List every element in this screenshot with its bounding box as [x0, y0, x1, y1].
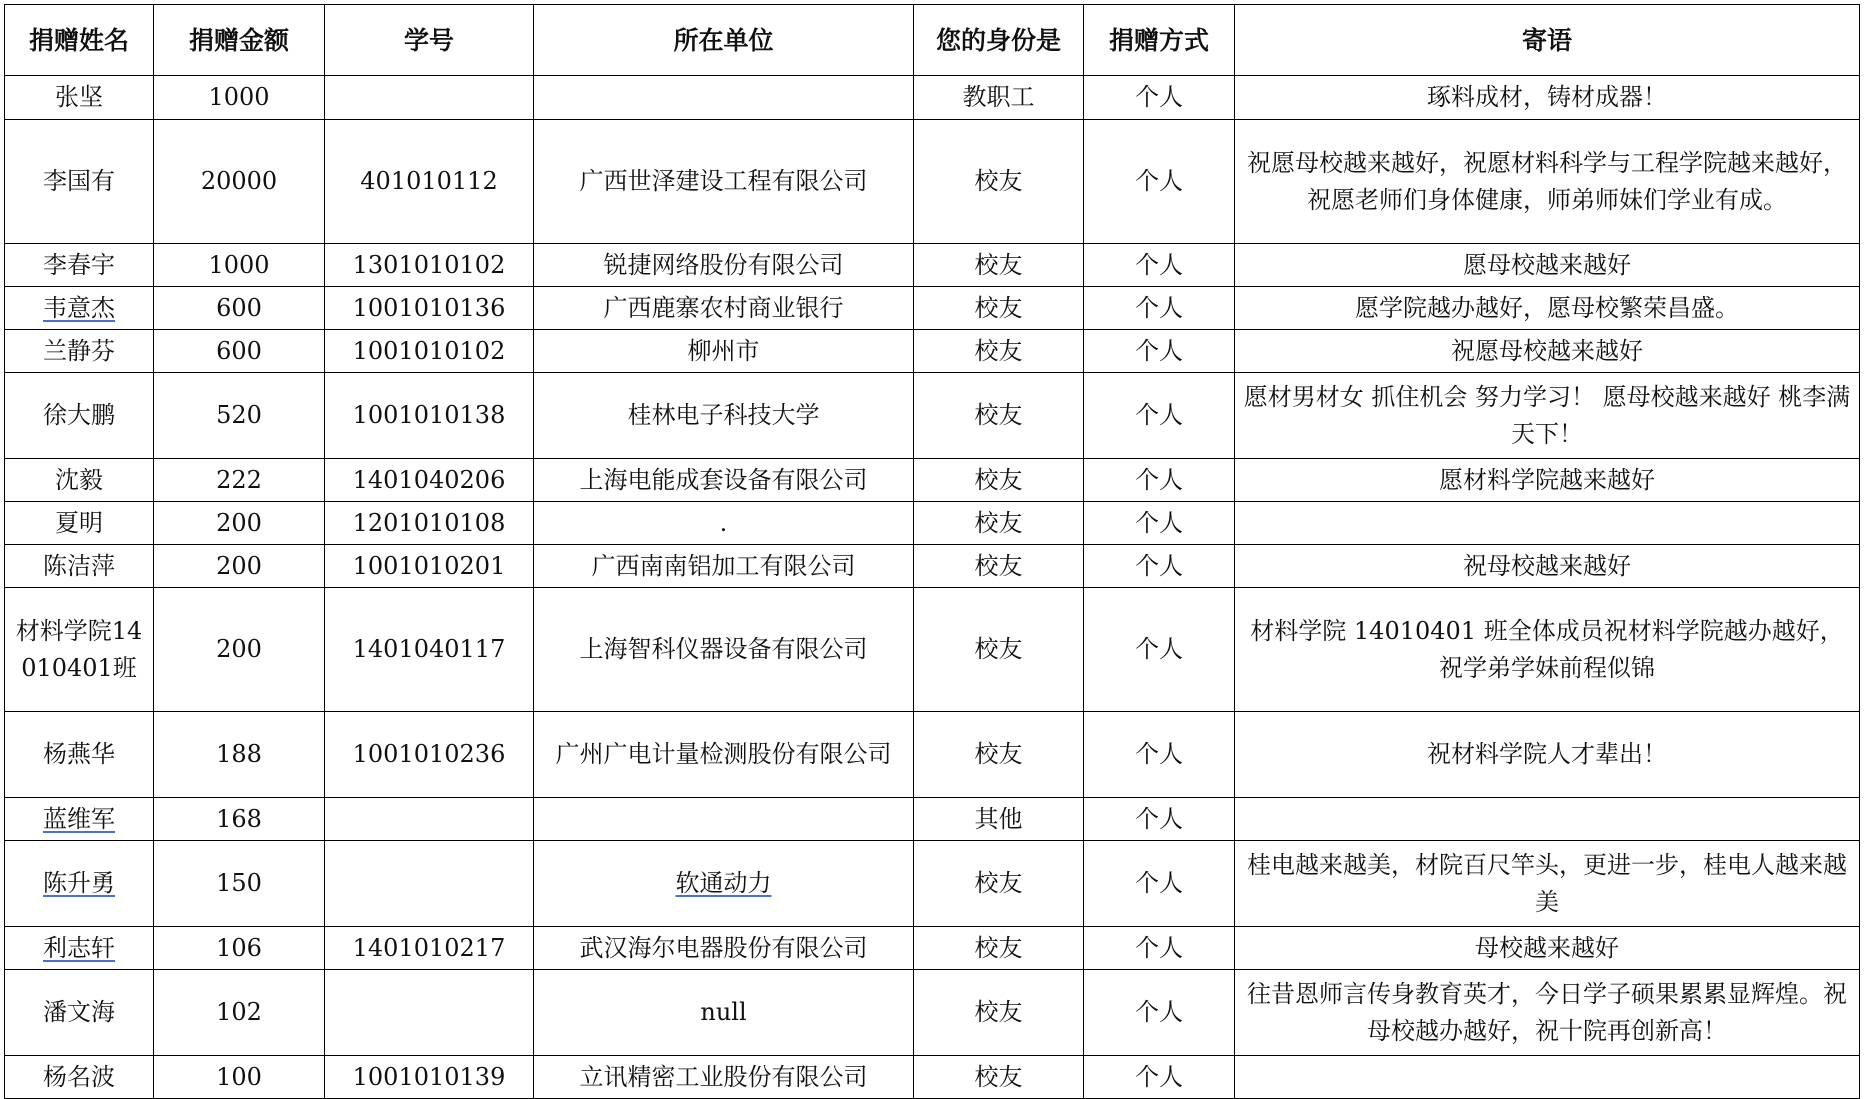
table-row — [5, 244, 1860, 287]
cell-unit — [534, 798, 914, 841]
cell-message: 祝愿母校越来越好 — [1235, 330, 1860, 373]
cell-unit: null — [534, 970, 914, 1056]
cell-name: 潘文海 — [5, 970, 154, 1056]
cell-name: 陈洁萍 — [5, 545, 154, 588]
cell-identity: 校友 — [914, 244, 1084, 287]
cell-message — [1235, 502, 1860, 545]
cell-student-id — [325, 970, 534, 1056]
cell-amount: 200 — [154, 588, 325, 712]
cell-name: 利志轩 — [5, 927, 154, 970]
cell-name: 徐大鹏 — [5, 373, 154, 459]
cell-method: 个人 — [1084, 798, 1235, 841]
cell-identity: 校友 — [914, 841, 1084, 927]
table-row — [5, 330, 1860, 373]
cell-name: 李国有 — [5, 120, 154, 244]
cell-method: 个人 — [1084, 588, 1235, 712]
cell-unit — [534, 76, 914, 120]
cell-amount: 600 — [154, 287, 325, 330]
cell-method: 个人 — [1084, 927, 1235, 970]
table-row — [5, 712, 1860, 798]
cell-student-id: 1401010217 — [325, 927, 534, 970]
cell-method: 个人 — [1084, 459, 1235, 502]
table-row — [5, 841, 1860, 927]
cell-method: 个人 — [1084, 841, 1235, 927]
cell-method: 个人 — [1084, 330, 1235, 373]
cell-method: 个人 — [1084, 244, 1235, 287]
header-row — [5, 5, 1860, 76]
cell-amount: 168 — [154, 798, 325, 841]
table-row — [5, 1056, 1860, 1099]
cell-name: 韦意杰 — [5, 287, 154, 330]
cell-identity: 校友 — [914, 287, 1084, 330]
cell-method: 个人 — [1084, 545, 1235, 588]
cell-unit: 广州广电计量检测股份有限公司 — [534, 712, 914, 798]
table-row — [5, 927, 1860, 970]
cell-message: 祝母校越来越好 — [1235, 545, 1860, 588]
cell-name: 蓝维军 — [5, 798, 154, 841]
cell-message: 桂电越来越美，材院百尺竿头，更进一步，桂电人越来越美 — [1235, 841, 1860, 927]
table-row — [5, 798, 1860, 841]
cell-unit: 武汉海尔电器股份有限公司 — [534, 927, 914, 970]
cell-method: 个人 — [1084, 970, 1235, 1056]
cell-student-id: 1301010102 — [325, 244, 534, 287]
table-row — [5, 373, 1860, 459]
cell-message: 祝材料学院人才辈出！ — [1235, 712, 1860, 798]
cell-student-id — [325, 841, 534, 927]
cell-amount: 150 — [154, 841, 325, 927]
cell-unit: 柳州市 — [534, 330, 914, 373]
cell-name: 张坚 — [5, 76, 154, 120]
cell-amount: 102 — [154, 970, 325, 1056]
cell-message — [1235, 798, 1860, 841]
cell-message: 愿母校越来越好 — [1235, 244, 1860, 287]
cell-amount: 200 — [154, 545, 325, 588]
cell-name: 李春宇 — [5, 244, 154, 287]
cell-amount: 106 — [154, 927, 325, 970]
cell-identity: 校友 — [914, 1056, 1084, 1099]
table-row — [5, 287, 1860, 330]
cell-unit: 广西南南铝加工有限公司 — [534, 545, 914, 588]
cell-identity: 校友 — [914, 970, 1084, 1056]
table-header — [5, 5, 1860, 76]
cell-method: 个人 — [1084, 712, 1235, 798]
table-body — [5, 76, 1860, 1099]
cell-identity: 校友 — [914, 712, 1084, 798]
table-row — [5, 502, 1860, 545]
cell-message: 愿材男材女 抓住机会 努力学习！ 愿母校越来越好 桃李满天下！ — [1235, 373, 1860, 459]
cell-name: 陈升勇 — [5, 841, 154, 927]
cell-message: 琢料成材，铸材成器！ — [1235, 76, 1860, 120]
cell-identity: 校友 — [914, 502, 1084, 545]
cell-unit: . — [534, 502, 914, 545]
cell-unit: 软通动力 — [534, 841, 914, 927]
cell-unit: 立讯精密工业股份有限公司 — [534, 1056, 914, 1099]
cell-method: 个人 — [1084, 502, 1235, 545]
cell-student-id: 1001010139 — [325, 1056, 534, 1099]
cell-name: 材料学院14010401班 — [5, 588, 154, 712]
cell-student-id: 1001010136 — [325, 287, 534, 330]
cell-student-id: 1001010102 — [325, 330, 534, 373]
header-message: 寄语 — [1235, 5, 1860, 76]
cell-message: 母校越来越好 — [1235, 927, 1860, 970]
cell-student-id — [325, 76, 534, 120]
cell-unit: 广西世泽建设工程有限公司 — [534, 120, 914, 244]
cell-name: 沈毅 — [5, 459, 154, 502]
cell-amount: 222 — [154, 459, 325, 502]
cell-name: 杨燕华 — [5, 712, 154, 798]
header-amount: 捐赠金额 — [154, 5, 325, 76]
cell-method: 个人 — [1084, 373, 1235, 459]
cell-identity: 教职工 — [914, 76, 1084, 120]
cell-message: 祝愿母校越来越好，祝愿材料科学与工程学院越来越好，祝愿老师们身体健康，师弟师妹们学业有成。 — [1235, 120, 1860, 244]
cell-method: 个人 — [1084, 120, 1235, 244]
cell-identity: 校友 — [914, 373, 1084, 459]
cell-student-id: 1401040117 — [325, 588, 534, 712]
table-row — [5, 459, 1860, 502]
cell-identity: 其他 — [914, 798, 1084, 841]
cell-student-id: 1401040206 — [325, 459, 534, 502]
cell-identity: 校友 — [914, 459, 1084, 502]
header-identity: 您的身份是 — [914, 5, 1084, 76]
donation-table — [4, 4, 1860, 1099]
cell-identity: 校友 — [914, 927, 1084, 970]
cell-identity: 校友 — [914, 330, 1084, 373]
cell-method: 个人 — [1084, 1056, 1235, 1099]
cell-student-id: 1001010236 — [325, 712, 534, 798]
cell-amount: 1000 — [154, 76, 325, 120]
cell-student-id: 1001010201 — [325, 545, 534, 588]
cell-message: 愿学院越办越好，愿母校繁荣昌盛。 — [1235, 287, 1860, 330]
table-row — [5, 970, 1860, 1056]
cell-amount: 600 — [154, 330, 325, 373]
cell-message: 往昔恩师言传身教育英才，今日学子硕果累累显辉煌。祝母校越办越好，祝十院再创新高！ — [1235, 970, 1860, 1056]
cell-student-id: 1001010138 — [325, 373, 534, 459]
cell-name: 杨名波 — [5, 1056, 154, 1099]
cell-method: 个人 — [1084, 287, 1235, 330]
cell-name: 夏明 — [5, 502, 154, 545]
cell-identity: 校友 — [914, 545, 1084, 588]
cell-identity: 校友 — [914, 120, 1084, 244]
table-row — [5, 588, 1860, 712]
cell-identity: 校友 — [914, 588, 1084, 712]
cell-name: 兰静芬 — [5, 330, 154, 373]
cell-unit: 桂林电子科技大学 — [534, 373, 914, 459]
cell-unit: 上海电能成套设备有限公司 — [534, 459, 914, 502]
table-row — [5, 76, 1860, 120]
header-student-id: 学号 — [325, 5, 534, 76]
cell-student-id: 401010112 — [325, 120, 534, 244]
cell-student-id — [325, 798, 534, 841]
header-name: 捐赠姓名 — [5, 5, 154, 76]
cell-unit: 锐捷网络股份有限公司 — [534, 244, 914, 287]
cell-method: 个人 — [1084, 76, 1235, 120]
cell-amount: 200 — [154, 502, 325, 545]
cell-unit: 广西鹿寨农村商业银行 — [534, 287, 914, 330]
cell-amount: 1000 — [154, 244, 325, 287]
cell-amount: 100 — [154, 1056, 325, 1099]
cell-message: 愿材料学院越来越好 — [1235, 459, 1860, 502]
cell-amount: 20000 — [154, 120, 325, 244]
header-unit: 所在单位 — [534, 5, 914, 76]
table-row — [5, 120, 1860, 244]
table-row — [5, 545, 1860, 588]
cell-student-id: 1201010108 — [325, 502, 534, 545]
header-method: 捐赠方式 — [1084, 5, 1235, 76]
cell-message: 材料学院 14010401 班全体成员祝材料学院越办越好，祝学弟学妹前程似锦 — [1235, 588, 1860, 712]
cell-message — [1235, 1056, 1860, 1099]
cell-amount: 188 — [154, 712, 325, 798]
cell-amount: 520 — [154, 373, 325, 459]
cell-unit: 上海智科仪器设备有限公司 — [534, 588, 914, 712]
